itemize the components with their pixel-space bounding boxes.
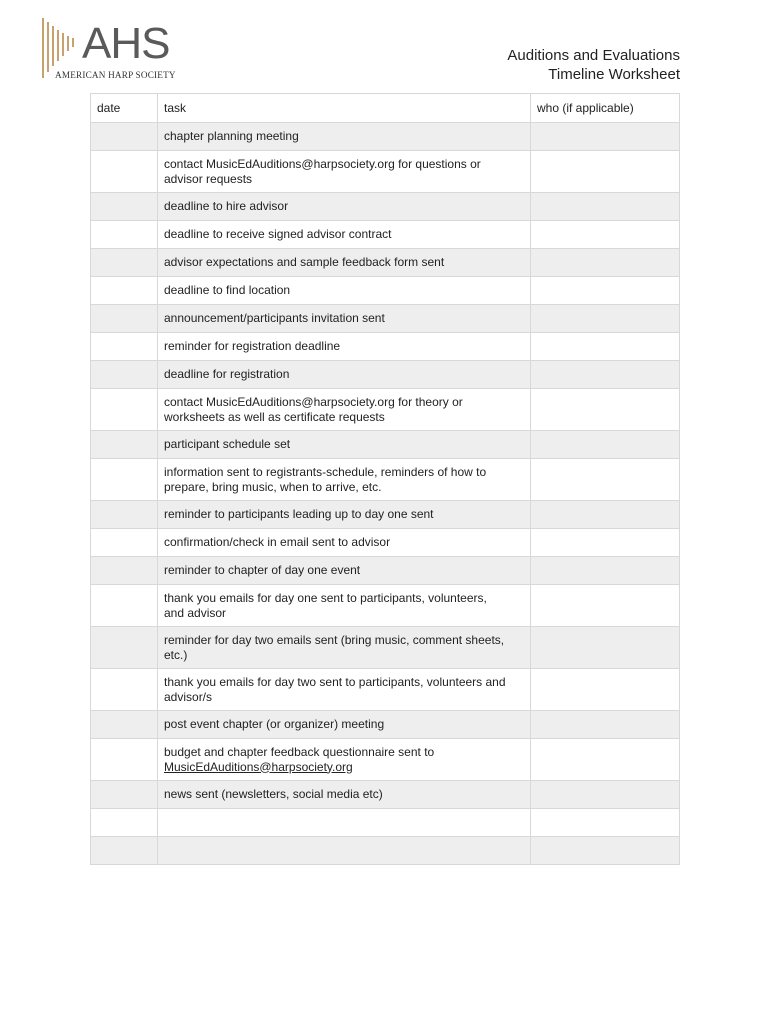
table-row bbox=[91, 739, 680, 781]
who-cell[interactable] bbox=[531, 529, 680, 557]
date-cell[interactable] bbox=[91, 501, 158, 529]
who-cell[interactable] bbox=[531, 123, 680, 151]
task-text: reminder to participants leading up to day one sent bbox=[164, 507, 434, 521]
who-cell[interactable] bbox=[531, 151, 680, 193]
task-cell bbox=[158, 389, 531, 431]
date-cell[interactable] bbox=[91, 739, 158, 781]
who-cell[interactable] bbox=[531, 305, 680, 333]
task-text: confirmation/check in email sent to advisor bbox=[164, 535, 391, 549]
task-text: information sent to registrants-schedule, reminders of how to bbox=[164, 464, 487, 479]
header-date: date bbox=[91, 94, 158, 123]
task-text-continued: advisor/s bbox=[164, 689, 213, 704]
table-row bbox=[91, 459, 680, 501]
table-row bbox=[91, 361, 680, 389]
date-cell[interactable] bbox=[91, 333, 158, 361]
task-cell bbox=[158, 193, 531, 221]
logo-letters: AHS bbox=[82, 19, 170, 68]
table-row bbox=[91, 305, 680, 333]
task-cell bbox=[158, 277, 531, 305]
table-row bbox=[91, 557, 680, 585]
table-row bbox=[91, 333, 680, 361]
date-cell[interactable] bbox=[91, 305, 158, 333]
task-text: contact MusicEdAuditions@harpsociety.org for questions or bbox=[164, 156, 481, 171]
task-text: thank you emails for day two sent to participants, volunteers and bbox=[164, 674, 506, 689]
task-cell bbox=[158, 333, 531, 361]
who-cell[interactable] bbox=[531, 277, 680, 305]
date-cell[interactable] bbox=[91, 151, 158, 193]
task-cell bbox=[158, 585, 531, 627]
who-cell[interactable] bbox=[531, 221, 680, 249]
table-row bbox=[91, 585, 680, 627]
task-text: thank you emails for day one sent to participants, volunteers, bbox=[164, 590, 487, 605]
who-cell[interactable] bbox=[531, 557, 680, 585]
header-row bbox=[91, 94, 680, 123]
table-row bbox=[91, 431, 680, 459]
task-cell bbox=[158, 151, 531, 193]
table-row bbox=[91, 151, 680, 193]
header-who: who (if applicable) bbox=[531, 94, 680, 123]
who-cell[interactable] bbox=[531, 361, 680, 389]
task-text: deadline to hire advisor bbox=[164, 199, 289, 213]
date-cell[interactable] bbox=[91, 837, 158, 865]
header-task: task bbox=[158, 94, 531, 123]
task-text: budget and chapter feedback questionnaire sent to bbox=[164, 744, 435, 759]
task-cell bbox=[158, 431, 531, 459]
date-cell[interactable] bbox=[91, 459, 158, 501]
date-cell[interactable] bbox=[91, 585, 158, 627]
date-cell[interactable] bbox=[91, 123, 158, 151]
task-text: contact MusicEdAuditions@harpsociety.org for theory or bbox=[164, 394, 463, 409]
title-line-1: Auditions and Evaluations bbox=[507, 47, 680, 64]
table-row bbox=[91, 277, 680, 305]
who-cell[interactable] bbox=[531, 459, 680, 501]
date-cell[interactable] bbox=[91, 249, 158, 277]
task-cell bbox=[158, 501, 531, 529]
date-cell[interactable] bbox=[91, 389, 158, 431]
who-cell[interactable] bbox=[531, 837, 680, 865]
task-cell bbox=[158, 627, 531, 669]
task-text-continued: and advisor bbox=[164, 605, 227, 620]
who-cell[interactable] bbox=[531, 193, 680, 221]
who-cell[interactable] bbox=[531, 781, 680, 809]
date-cell[interactable] bbox=[91, 627, 158, 669]
table-row bbox=[91, 669, 680, 711]
title-line-2: Timeline Worksheet bbox=[548, 66, 680, 83]
date-cell[interactable] bbox=[91, 361, 158, 389]
task-text: news sent (newsletters, social media etc) bbox=[164, 787, 383, 801]
task-cell bbox=[158, 529, 531, 557]
table-row bbox=[91, 837, 680, 865]
task-cell bbox=[158, 781, 531, 809]
task-cell bbox=[158, 249, 531, 277]
table-row bbox=[91, 193, 680, 221]
who-cell[interactable] bbox=[531, 669, 680, 711]
task-text: announcement/participants invitation sent bbox=[164, 311, 385, 325]
table-row bbox=[91, 221, 680, 249]
date-cell[interactable] bbox=[91, 193, 158, 221]
date-cell[interactable] bbox=[91, 669, 158, 711]
who-cell[interactable] bbox=[531, 389, 680, 431]
task-text-continued: etc.) bbox=[164, 647, 188, 662]
task-text: reminder for registration deadline bbox=[164, 339, 341, 353]
ahs-logo bbox=[40, 14, 190, 84]
task-cell bbox=[158, 739, 531, 781]
task-cell bbox=[158, 305, 531, 333]
who-cell[interactable] bbox=[531, 249, 680, 277]
timeline-table bbox=[90, 93, 680, 865]
task-cell bbox=[158, 221, 531, 249]
who-cell[interactable] bbox=[531, 627, 680, 669]
document-title bbox=[507, 46, 680, 84]
task-text: post event chapter (or organizer) meeting bbox=[164, 717, 385, 731]
who-cell[interactable] bbox=[531, 431, 680, 459]
table-row bbox=[91, 529, 680, 557]
who-cell[interactable] bbox=[531, 809, 680, 837]
table-row bbox=[91, 627, 680, 669]
table-row bbox=[91, 711, 680, 739]
task-cell bbox=[158, 557, 531, 585]
table-row bbox=[91, 389, 680, 431]
task-cell bbox=[158, 837, 531, 865]
date-cell[interactable] bbox=[91, 529, 158, 557]
table-row bbox=[91, 809, 680, 837]
task-cell bbox=[158, 123, 531, 151]
task-cell bbox=[158, 669, 531, 711]
task-text: reminder for day two emails sent (bring music, comment sheets, bbox=[164, 632, 505, 647]
who-cell[interactable] bbox=[531, 333, 680, 361]
who-cell[interactable] bbox=[531, 711, 680, 739]
who-cell[interactable] bbox=[531, 585, 680, 627]
task-cell bbox=[158, 361, 531, 389]
table-row bbox=[91, 781, 680, 809]
table-row bbox=[91, 501, 680, 529]
task-text: deadline to receive signed advisor contract bbox=[164, 227, 392, 241]
who-cell[interactable] bbox=[531, 501, 680, 529]
task-text: reminder to chapter of day one event bbox=[164, 563, 361, 577]
date-cell[interactable] bbox=[91, 809, 158, 837]
date-cell[interactable] bbox=[91, 781, 158, 809]
task-text: advisor expectations and sample feedback form sent bbox=[164, 255, 445, 269]
task-text-continued: worksheets as well as certificate requests bbox=[164, 409, 385, 424]
date-cell[interactable] bbox=[91, 221, 158, 249]
email-link[interactable]: MusicEdAuditions@harpsociety.org bbox=[164, 759, 353, 774]
date-cell[interactable] bbox=[91, 711, 158, 739]
task-text-continued: advisor requests bbox=[164, 171, 253, 186]
task-text-continued: prepare, bring music, when to arrive, etc. bbox=[164, 479, 382, 494]
task-cell bbox=[158, 711, 531, 739]
task-cell bbox=[158, 809, 531, 837]
date-cell[interactable] bbox=[91, 277, 158, 305]
logo-org-name: AMERICAN HARP SOCIETY bbox=[55, 70, 176, 80]
task-text: chapter planning meeting bbox=[164, 129, 299, 143]
task-text: deadline to find location bbox=[164, 283, 291, 297]
task-text: participant schedule set bbox=[164, 437, 291, 451]
date-cell[interactable] bbox=[91, 557, 158, 585]
table-row bbox=[91, 249, 680, 277]
who-cell[interactable] bbox=[531, 739, 680, 781]
task-text: deadline for registration bbox=[164, 367, 290, 381]
table-row bbox=[91, 123, 680, 151]
date-cell[interactable] bbox=[91, 431, 158, 459]
task-cell bbox=[158, 459, 531, 501]
